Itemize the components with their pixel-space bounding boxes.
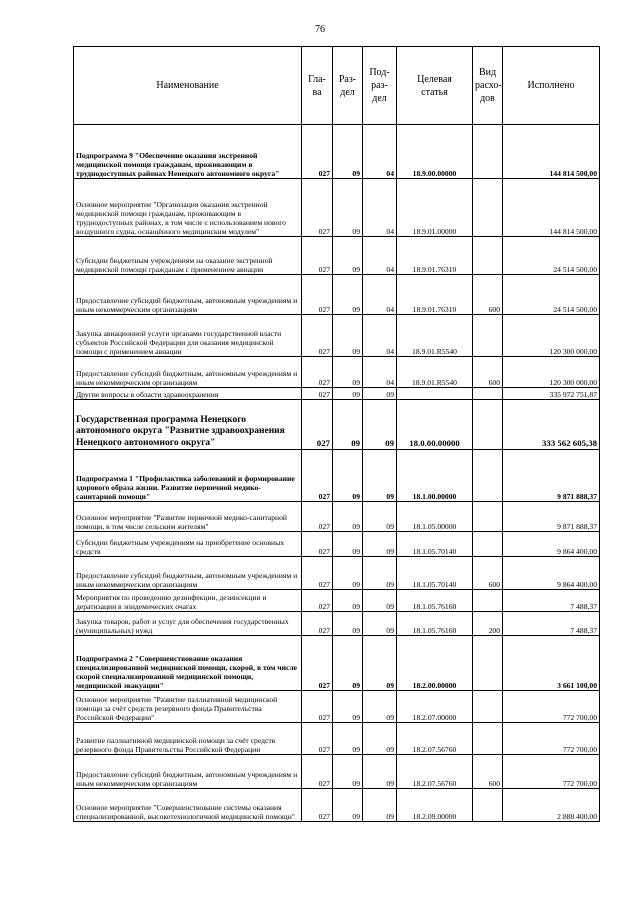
row-executed: 9 871 888,37 bbox=[503, 450, 600, 502]
row-name: Субсидии бюджетным учреждениям на оказание экстренной медицинской помощи гражданам с применением авиации bbox=[74, 237, 302, 275]
row-target: 18.9.01.76310 bbox=[397, 237, 473, 275]
table-row bbox=[74, 357, 600, 388]
row-subsection: 09 bbox=[363, 755, 397, 789]
row-subsection: 09 bbox=[363, 789, 397, 822]
row-executed: 3 661 100,00 bbox=[503, 636, 600, 691]
row-subsection: 09 bbox=[363, 502, 397, 532]
row-executed: 9 864 400,00 bbox=[503, 532, 600, 557]
row-section: 09 bbox=[333, 237, 363, 275]
row-expense-type bbox=[473, 237, 503, 275]
row-expense-type bbox=[473, 723, 503, 755]
row-name: Государственная программа Ненецкого автономного округа "Развитие здравоохранения Ненецкого автономного округа" bbox=[74, 400, 302, 450]
row-chapter: 027 bbox=[302, 125, 333, 179]
row-target: 18.9.01.00000 bbox=[397, 179, 473, 237]
row-subsection: 04 bbox=[363, 275, 397, 315]
row-expense-type bbox=[473, 450, 503, 502]
row-executed: 2 888 400,00 bbox=[503, 789, 600, 822]
row-section: 09 bbox=[333, 636, 363, 691]
row-target: 18.2.00.00000 bbox=[397, 636, 473, 691]
row-executed: 120 300 000,00 bbox=[503, 315, 600, 357]
row-section: 09 bbox=[333, 691, 363, 723]
row-expense-type: 600 bbox=[473, 557, 503, 590]
row-section: 09 bbox=[333, 275, 363, 315]
row-section: 09 bbox=[333, 357, 363, 388]
row-executed: 335 972 751,87 bbox=[503, 388, 600, 400]
row-subsection: 09 bbox=[363, 400, 397, 450]
row-name: Подпрограмма 1 "Профилактика заболеваний и формирование здорового образа жизни. Развитие первичной медико-санитарной помощи" bbox=[74, 450, 302, 502]
table-row bbox=[74, 612, 600, 636]
table-row bbox=[74, 789, 600, 822]
row-chapter: 027 bbox=[302, 388, 333, 400]
row-name: Основное мероприятие "Организация оказания экстренной медицинской помощи гражданам, проживающим в труднодоступных районах, в том числе с использованием нового воздушного судна, оснащённого медицинским модулем" bbox=[74, 179, 302, 237]
row-section: 09 bbox=[333, 125, 363, 179]
row-expense-type bbox=[473, 532, 503, 557]
row-subsection: 09 bbox=[363, 557, 397, 590]
row-subsection: 09 bbox=[363, 450, 397, 502]
table-row bbox=[74, 691, 600, 723]
table-row bbox=[74, 237, 600, 275]
row-target: 18.9.01.76310 bbox=[397, 275, 473, 315]
row-section: 09 bbox=[333, 502, 363, 532]
row-executed: 24 514 500,00 bbox=[503, 237, 600, 275]
row-name: Закупка товаров, работ и услуг для обеспечения государственных (муниципальных) нужд bbox=[74, 612, 302, 636]
row-subsection: 09 bbox=[363, 590, 397, 612]
row-name: Развитие паллиативной медицинской помощи за счёт средств резервного фонда Правительства Российской Федерации bbox=[74, 723, 302, 755]
row-expense-type bbox=[473, 502, 503, 532]
row-subsection: 09 bbox=[363, 691, 397, 723]
row-section: 09 bbox=[333, 388, 363, 400]
row-target bbox=[397, 388, 473, 400]
row-expense-type bbox=[473, 179, 503, 237]
row-executed: 144 814 500,00 bbox=[503, 179, 600, 237]
row-target: 18.1.05.76160 bbox=[397, 612, 473, 636]
row-target: 18.2.07.56760 bbox=[397, 755, 473, 789]
row-target: 18.9.00.00000 bbox=[397, 125, 473, 179]
row-section: 09 bbox=[333, 315, 363, 357]
row-expense-type bbox=[473, 636, 503, 691]
row-target: 18.1.05.00000 bbox=[397, 502, 473, 532]
header-executed: Исполнено bbox=[503, 47, 600, 125]
table-body bbox=[74, 125, 600, 822]
budget-table bbox=[73, 46, 600, 822]
header-subsection: Под- раз- дел bbox=[363, 47, 397, 125]
row-name: Субсидии бюджетным учреждениям на приобретение основных средств bbox=[74, 532, 302, 557]
row-name: Мероприятия по проведению дезинфекции, дезинсекции и дератизации в эпидемических очагах bbox=[74, 590, 302, 612]
row-chapter: 027 bbox=[302, 723, 333, 755]
table-row bbox=[74, 755, 600, 789]
table-row bbox=[74, 450, 600, 502]
row-subsection: 09 bbox=[363, 532, 397, 557]
row-executed: 772 700,00 bbox=[503, 723, 600, 755]
row-section: 09 bbox=[333, 532, 363, 557]
row-chapter: 027 bbox=[302, 789, 333, 822]
row-chapter: 027 bbox=[302, 755, 333, 789]
row-name: Основное мероприятие "Развитие паллиативной медицинской помощи за счёт средств резервного фонда Правительства Российской Федерации" bbox=[74, 691, 302, 723]
row-expense-type: 600 bbox=[473, 357, 503, 388]
table-row bbox=[74, 388, 600, 400]
row-executed: 24 514 500,00 bbox=[503, 275, 600, 315]
row-name: Закупка авиационной услуги органами государственной власти субъектов Российской Федерации для оказания медицинской помощи с применением авиации bbox=[74, 315, 302, 357]
table-row bbox=[74, 125, 600, 179]
row-expense-type bbox=[473, 789, 503, 822]
row-target: 18.9.01.R5540 bbox=[397, 315, 473, 357]
page-number: 76 bbox=[315, 24, 325, 35]
row-subsection: 04 bbox=[363, 125, 397, 179]
table-row bbox=[74, 400, 600, 450]
row-chapter: 027 bbox=[302, 357, 333, 388]
row-target: 18.1.00.00000 bbox=[397, 450, 473, 502]
row-expense-type bbox=[473, 691, 503, 723]
row-section: 09 bbox=[333, 723, 363, 755]
row-chapter: 027 bbox=[302, 315, 333, 357]
row-subsection: 04 bbox=[363, 357, 397, 388]
row-chapter: 027 bbox=[302, 557, 333, 590]
row-name: Предоставление субсидий бюджетным, автономным учреждениям и иным некоммерческим организациям bbox=[74, 357, 302, 388]
table-row bbox=[74, 723, 600, 755]
row-name: Основное мероприятие "Совершенствование системы оказания специализированной, высокотехнологичной медицинской помощи" bbox=[74, 789, 302, 822]
table-row bbox=[74, 636, 600, 691]
row-executed: 144 814 500,00 bbox=[503, 125, 600, 179]
row-subsection: 09 bbox=[363, 612, 397, 636]
row-target: 18.9.01.R5540 bbox=[397, 357, 473, 388]
row-executed: 333 562 605,38 bbox=[503, 400, 600, 450]
row-expense-type: 600 bbox=[473, 275, 503, 315]
row-section: 09 bbox=[333, 179, 363, 237]
row-chapter: 027 bbox=[302, 532, 333, 557]
row-section: 09 bbox=[333, 612, 363, 636]
row-target: 18.1.05.70140 bbox=[397, 532, 473, 557]
row-chapter: 027 bbox=[302, 691, 333, 723]
row-name: Предоставление субсидий бюджетным, автономным учреждениям и иным некоммерческим организациям bbox=[74, 557, 302, 590]
table-row bbox=[74, 315, 600, 357]
row-name: Подпрограмма 2 "Совершенствование оказания специализированной медицинской помощи, скорой, в том числе скорой специализированной медицинской помощи, медицинской эвакуации" bbox=[74, 636, 302, 691]
row-chapter: 027 bbox=[302, 502, 333, 532]
row-expense-type bbox=[473, 388, 503, 400]
table-row bbox=[74, 532, 600, 557]
row-subsection: 09 bbox=[363, 636, 397, 691]
table-row bbox=[74, 179, 600, 237]
row-chapter: 027 bbox=[302, 275, 333, 315]
row-target: 18.0.00.00000 bbox=[397, 400, 473, 450]
row-name: Другие вопросы в области здравоохранения bbox=[74, 388, 302, 400]
row-expense-type bbox=[473, 125, 503, 179]
row-expense-type: 600 bbox=[473, 755, 503, 789]
header-row bbox=[74, 47, 600, 125]
row-chapter: 027 bbox=[302, 612, 333, 636]
row-chapter: 027 bbox=[302, 636, 333, 691]
row-expense-type bbox=[473, 315, 503, 357]
row-expense-type: 200 bbox=[473, 612, 503, 636]
row-executed: 120 300 000,00 bbox=[503, 357, 600, 388]
row-section: 09 bbox=[333, 400, 363, 450]
table-row bbox=[74, 590, 600, 612]
row-chapter: 027 bbox=[302, 400, 333, 450]
row-target: 18.1.05.76160 bbox=[397, 590, 473, 612]
row-target: 18.2.07.56760 bbox=[397, 723, 473, 755]
row-name: Основное мероприятие "Развитие первичной медико-санитарной помощи, в том числе сельским жителям" bbox=[74, 502, 302, 532]
row-target: 18.2.07.00000 bbox=[397, 691, 473, 723]
row-expense-type bbox=[473, 590, 503, 612]
header-chapter: Гла- ва bbox=[302, 47, 333, 125]
row-executed: 9 871 888,37 bbox=[503, 502, 600, 532]
row-chapter: 027 bbox=[302, 179, 333, 237]
row-section: 09 bbox=[333, 755, 363, 789]
row-target: 18.1.05.70140 bbox=[397, 557, 473, 590]
row-section: 09 bbox=[333, 789, 363, 822]
row-subsection: 04 bbox=[363, 315, 397, 357]
row-executed: 7 488,37 bbox=[503, 590, 600, 612]
row-name: Предоставление субсидий бюджетным, автономным учреждениям и иным некоммерческим организациям bbox=[74, 275, 302, 315]
row-section: 09 bbox=[333, 590, 363, 612]
header-target: Целевая статья bbox=[397, 47, 473, 125]
row-subsection: 04 bbox=[363, 237, 397, 275]
table-row bbox=[74, 275, 600, 315]
row-chapter: 027 bbox=[302, 590, 333, 612]
row-chapter: 027 bbox=[302, 450, 333, 502]
row-executed: 7 488,37 bbox=[503, 612, 600, 636]
row-subsection: 09 bbox=[363, 723, 397, 755]
row-name: Подпрограмма 9 "Обеспечение оказания экстренной медицинской помощи гражданам, проживающим в труднодоступных районах Ненецкого автономного округа" bbox=[74, 125, 302, 179]
row-section: 09 bbox=[333, 450, 363, 502]
row-expense-type bbox=[473, 400, 503, 450]
row-target: 18.2.09.00000 bbox=[397, 789, 473, 822]
row-executed: 772 700,00 bbox=[503, 691, 600, 723]
header-expense-type: Вид расхо- дов bbox=[473, 47, 503, 125]
row-chapter: 027 bbox=[302, 237, 333, 275]
header-section: Раз- дел bbox=[333, 47, 363, 125]
table-row bbox=[74, 557, 600, 590]
header-name: Наименование bbox=[74, 47, 302, 125]
row-section: 09 bbox=[333, 557, 363, 590]
row-subsection: 09 bbox=[363, 388, 397, 400]
row-executed: 9 864 400,00 bbox=[503, 557, 600, 590]
row-executed: 772 700,00 bbox=[503, 755, 600, 789]
row-subsection: 04 bbox=[363, 179, 397, 237]
table-row bbox=[74, 502, 600, 532]
row-name: Предоставление субсидий бюджетным, автономным учреждениям и иным некоммерческим организациям bbox=[74, 755, 302, 789]
